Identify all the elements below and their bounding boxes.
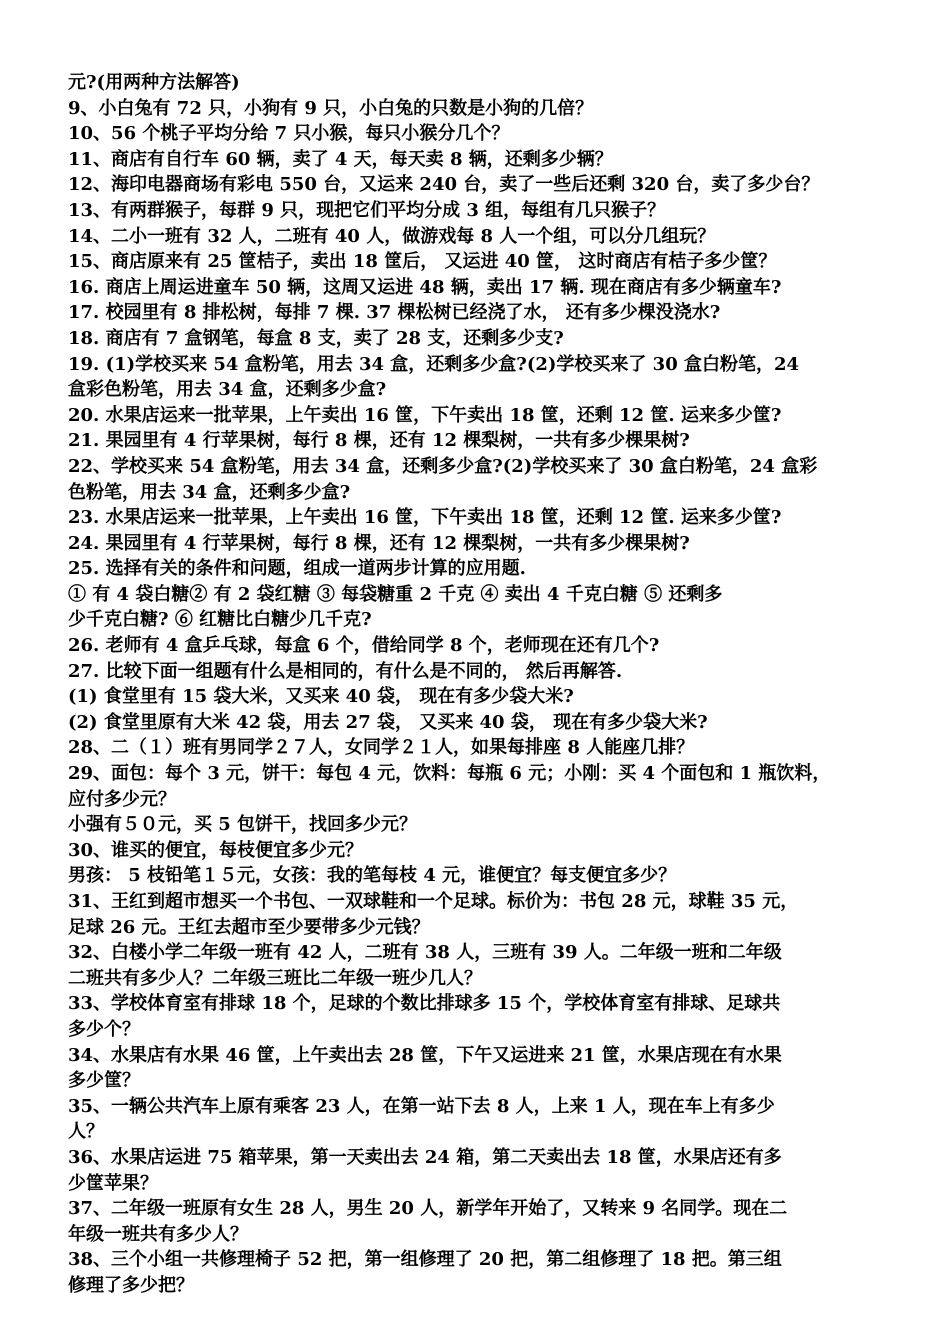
text-line: 盒彩色粉笔，用去 34 盒，还剩多少盒?	[68, 379, 387, 401]
text-line: 元?(用两种方法解答)	[68, 72, 240, 93]
text-line: 男孩： 5 枝铅笔１５元，女孩：我的笔每枝 4 元，谁便宜？每支便宜多少？	[68, 865, 677, 887]
text-line: 36、水果店运进 75 箱苹果，第一天卖出去 24 箱，第二天卖出去 18 筐，水果店还有多	[68, 1146, 782, 1168]
text-line: 35、一辆公共汽车上原有乘客 23 人，在第一站下去 8 人，上来 1 人，现在车上有多少	[68, 1095, 775, 1117]
text-line: 少筐苹果？	[68, 1172, 158, 1194]
text-line: 27. 比较下面一组题有什么是相同的，有什么是不同的， 然后再解答.	[68, 660, 623, 682]
text-line: 16. 商店上周运进童车 50 辆，这周又运进 48 辆，卖出 17 辆. 现在商店有多少辆童车?	[68, 276, 782, 298]
text-line: 38、三个小组一共修理椅子 52 把，第一组修理了 20 把，第二组修理了 18 把。第三组	[68, 1249, 782, 1271]
text-line: 32、白楼小学二年级一班有 42 人，二班有 38 人，三班有 39 人。二年级一班和二年级	[68, 942, 782, 964]
text-line: 年级一班共有多少人？	[68, 1223, 248, 1245]
text-line: 12、海印电器商场有彩电 550 台，又运来 240 台，卖了一些后还剩 320 台，卖了多少台？	[68, 174, 820, 196]
text-line: 28、二（１）班有男同学２７人，女同学２１人，如果每排座 8 人能座几排？	[68, 737, 695, 759]
text-line: (1) 食堂里有 15 袋大米，又买来 40 袋， 现在有多少袋大米?	[68, 686, 574, 708]
text-line: 14、二小一班有 32 人，二班有 40 人，做游戏每 8 人一个组，可以分几组玩？	[68, 225, 716, 247]
text-line: 19. (1)学校买来 54 盒粉笔，用去 34 盒，还剩多少盒?(2)学校买来了 30 盒白粉笔，24	[68, 353, 800, 375]
text-line: 17. 校园里有 8 排松树，每排 7 棵. 37 棵松树已经浇了水， 还有多少棵没浇水?	[68, 302, 721, 324]
text-line: 二班共有多少人？二年级三班比二年级一班少几人？	[68, 967, 482, 989]
text-line: 足球 26 元。王红去超市至少要带多少元钱？	[68, 916, 430, 938]
text-line: 10、56 个桃子平均分给 7 只小猴，每只小猴分几个？	[68, 123, 510, 145]
text-line: 22、学校买来 54 盒粉笔，用去 34 盒，还剩多少盒?(2)学校买来了 30 盒白粉笔，24 盒彩	[68, 455, 818, 477]
text-line: 应付多少元？	[68, 788, 176, 810]
text-line: 23. 水果店运来一批苹果，上午卖出 16 筐，下午卖出 18 筐，还剩 12 筐. 运来多少筐?	[68, 507, 782, 529]
text-line: 26. 老师有 4 盒乒乓球，每盒 6 个，借给同学 8 个，老师现在还有几个?	[68, 635, 660, 657]
text-line: 24. 果园里有 4 行苹果树，每行 8 棵，还有 12 棵梨树，一共有多少棵果树?	[68, 532, 690, 554]
text-line: 20. 水果店运来一批苹果，上午卖出 16 筐，下午卖出 18 筐，还剩 12 筐. 运来多少筐?	[68, 404, 782, 426]
text-line: 小强有５０元，买 5 包饼干，找回多少元？	[68, 814, 418, 836]
text-line: 多少筐？	[68, 1070, 140, 1092]
text-line: 11、商店有自行车 60 辆，卖了 4 天，每天卖 8 辆，还剩多少辆？	[68, 148, 613, 170]
text-line: 21. 果园里有 4 行苹果树，每行 8 棵，还有 12 棵梨树，一共有多少棵果树?	[68, 430, 690, 452]
text-line: 18. 商店有 7 盒钢笔，每盒 8 支，卖了 28 支，还剩多少支?	[68, 327, 564, 349]
text-line: 37、二年级一班原有女生 28 人，男生 20 人，新学年开始了，又转来 9 名同学。现在二	[68, 1198, 788, 1220]
text-line: ① 有 4 袋白糖② 有 2 袋红糖 ③ 每袋糖重 2 千克 ④ 卖出 4 千克白糖 ⑤ 还剩多	[68, 583, 723, 605]
text-line: 15、商店原来有 25 筐桔子，卖出 18 筐后， 又运进 40 筐， 这时商店有桔子多少筐？	[68, 251, 777, 273]
text-line: 30、谁买的便宜，每枝便宜多少元？	[68, 839, 364, 861]
text-line: 修理了多少把？	[68, 1274, 194, 1296]
text-line: 少千克白糖? ⑥ 红糖比白糖少几千克?	[68, 609, 372, 631]
text-line: 31、王红到超市想买一个书包、一双球鞋和一个足球。标价为：书包 28 元，球鞋 35 元，	[68, 891, 799, 912]
text-line: 色粉笔，用去 34 盒，还剩多少盒?	[68, 481, 351, 503]
text-line: 33、学校体育室有排球 18 个，足球的个数比排球多 15 个，学校体育室有排球、足球共	[68, 993, 781, 1015]
text-line: 9、小白兔有 72 只，小狗有 9 只，小白兔的只数是小狗的几倍？	[68, 97, 594, 119]
text-line: 29、面包：每个 3 元，饼干：每包 4 元，饮料：每瓶 6 元；小刚：买 4 个面包和 1 瓶饮料，	[68, 763, 831, 785]
text-line: (2) 食堂里原有大米 42 袋，用去 27 袋， 又买来 40 袋， 现在有多少袋大米?	[68, 711, 708, 733]
text-line: 34、水果店有水果 46 筐，上午卖出去 28 筐，下午又运进来 21 筐，水果店现在有水果	[68, 1044, 782, 1066]
text-line: 13、有两群猴子，每群 9 只，现把它们平均分成 3 组，每组有几只猴子？	[68, 199, 666, 221]
document-body	[68, 70, 886, 1299]
text-line: 25. 选择有关的条件和问题，组成一道两步计算的应用题.	[68, 558, 526, 580]
text-line: 人？	[68, 1121, 104, 1143]
text-line: 多少个？	[68, 1018, 140, 1040]
